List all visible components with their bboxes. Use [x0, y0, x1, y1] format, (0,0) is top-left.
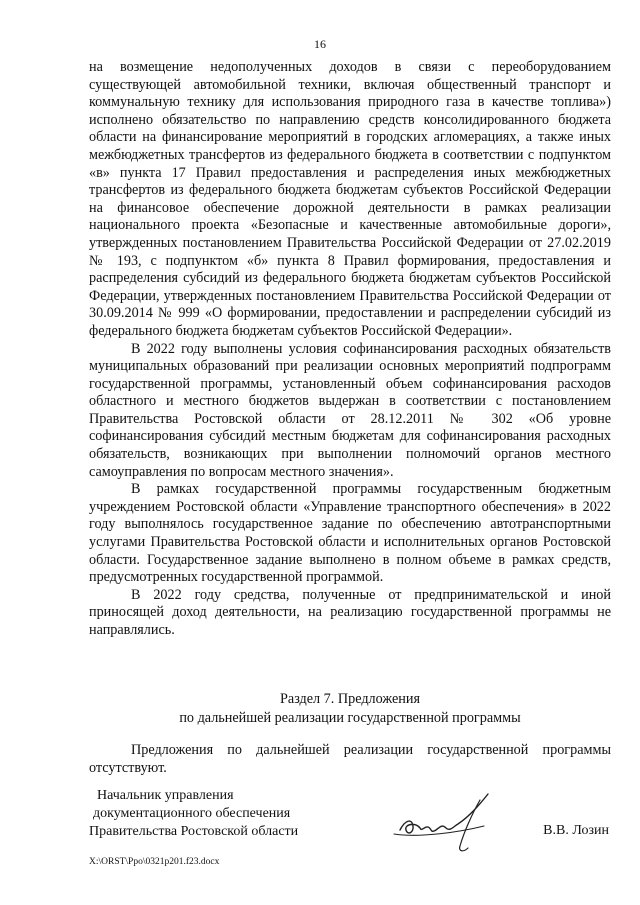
section-title: Раздел 7. Предложения — [280, 691, 420, 707]
paragraph-3: В рамках государственной программы государственным бюджетным учреждением Ростовской области «Управление транспортного обеспечения» в 2022 году выполнялось государственное задание по обеспечению автотранспортными услугами Правительства Ростовской области и исполнительных органов Ростовской области. Государственное задание выполнено в полном объеме в рамках средств, предусмотренных государственной программой. — [89, 481, 611, 586]
page-number: 16 — [314, 37, 326, 51]
section-subtitle: по дальнейшей реализации государственной программы — [179, 710, 521, 726]
paragraph-2: В 2022 году выполнены условия софинансирования расходных обязательств муниципальных образований при реализации основных мероприятий подпрограмм государственной программы, установленный объем софинансирования расходов областного и местного бюджетов выдержан в соответствии с постановлением Правительства Ростовской области от 28.12.2011 № 302 «Об уровне софинансирования субсидий местным бюджетам для софинансирования расходных обязательств, возникающих при выполнении полномочий органов местного самоуправления по вопросам местного значения». — [89, 340, 611, 480]
footer-file-path: X:\ORST\Ppo\0321p201.f23.docx — [89, 857, 220, 867]
document-body — [89, 59, 611, 640]
section-heading — [89, 690, 611, 728]
handwritten-signature — [380, 780, 500, 860]
signer-position — [89, 787, 298, 841]
signer-position-line-2: документационного обеспечения — [93, 806, 291, 821]
proposal-paragraph: Предложения по дальнейшей реализации государственной программы отсутствуют. — [89, 742, 611, 776]
signer-position-line-1: Начальник управления — [97, 788, 234, 803]
paragraph-1: на возмещение недополученных доходов в связи с переоборудованием существующей автомобильной техники, включая общественный транспорт и коммунальную технику для использования природного газа в качестве топлива») исполнено обязательство по направлению средств консолидированного бюджета области на финансирование мероприятий в городских агломерациях, а также иных межбюджетных трансфертов из федерального бюджета в соответствии с подпунктом «в» пункта 17 Правил предоставления и распределения иных межбюджетных трансфертов из федерального бюджета бюджетам субъектов Российской Федерации на финансовое обеспечение дорожной деятельности в рамках реализации национального проекта «Безопасные и качественные автомобильные дороги», утвержденных постановлением Правительства Российской Федерации от 27.02.2019 № 193, с подпунктом «б» пункта 8 Правил формирования, предоставления и распределения субсидий из федерального бюджета бюджетам субъектов Российской Федерации, утвержденных постановлением Правительства Российской Федерации от 30.09.2014 № 999 «О формировании, предоставлении и распределении субсидий из федерального бюджета бюджетам субъектов Российской Федерации». — [89, 59, 611, 339]
paragraph-4: В 2022 году средства, полученные от предпринимательской и иной приносящей доход деятельности, на реализацию государственной программы не направлялись. — [89, 586, 611, 638]
proposal-section — [89, 741, 611, 777]
signer-name: В.В. Лозин — [543, 823, 609, 838]
signer-position-line-3: Правительства Ростовской области — [89, 824, 299, 839]
